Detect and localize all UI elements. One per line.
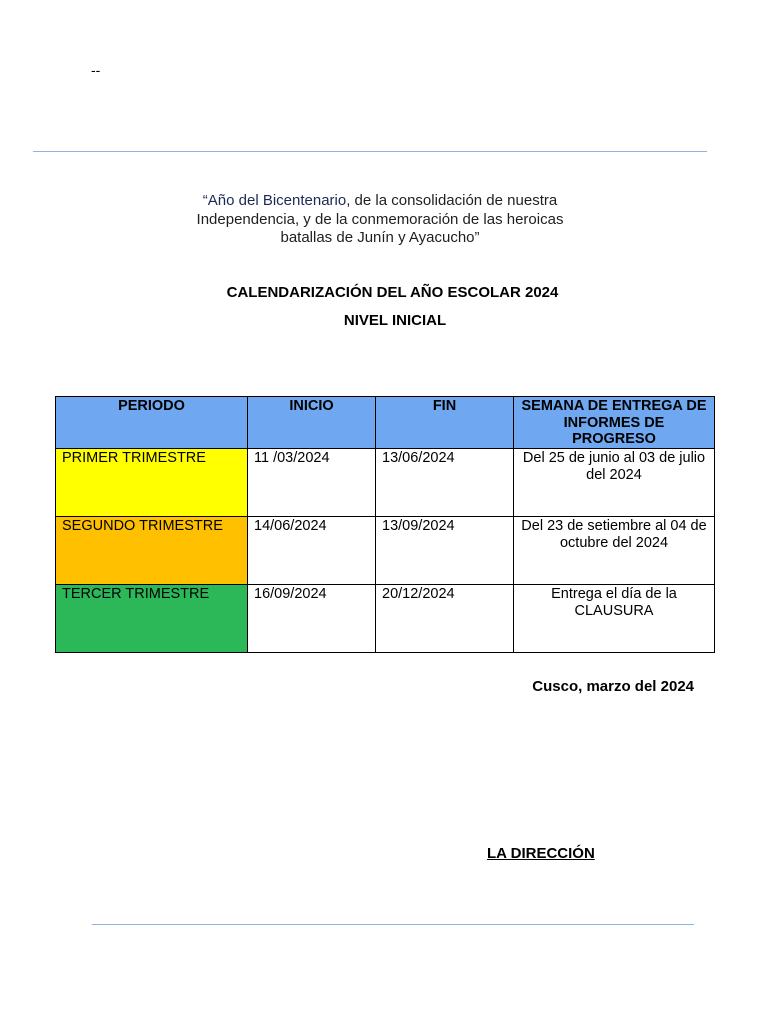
column-header-fin: FIN — [376, 397, 514, 449]
table-row — [56, 516, 715, 584]
bottom-divider — [92, 924, 694, 925]
report-week-cell: Del 23 de setiembre al 04 de octubre del 2024 — [514, 516, 715, 584]
start-date-cell: 14/06/2024 — [248, 516, 376, 584]
report-week-cell: Del 25 de junio al 03 de julio del 2024 — [514, 448, 715, 516]
place-and-date: Cusco, marzo del 2024 — [532, 678, 694, 695]
motto-line-1-rest: , de la consolidación de nuestra — [346, 192, 558, 209]
column-header-periodo: PERIODO — [56, 397, 248, 449]
start-date-cell: 11 /03/2024 — [248, 448, 376, 516]
motto-lead: “Año del Bicentenario — [202, 192, 347, 209]
table-row — [56, 584, 715, 652]
period-cell: SEGUNDO TRIMESTRE — [56, 516, 248, 584]
signature-direccion: LA DIRECCIÓN — [487, 845, 595, 862]
year-motto — [150, 192, 610, 248]
end-date-cell: 13/06/2024 — [376, 448, 514, 516]
top-divider — [33, 151, 707, 152]
period-cell: PRIMER TRIMESTRE — [56, 448, 248, 516]
report-week-cell: Entrega el día de la CLAUSURA — [514, 584, 715, 652]
column-header-entrega: SEMANA DE ENTREGA DE INFORMES DE PROGRESO — [514, 397, 715, 449]
start-date-cell: 16/09/2024 — [248, 584, 376, 652]
column-header-inicio: INICIO — [248, 397, 376, 449]
document-subtitle: NIVEL INICIAL — [343, 312, 447, 329]
end-date-cell: 13/09/2024 — [376, 516, 514, 584]
table-row — [56, 448, 715, 516]
motto-line-3: batallas de Junín y Ayacucho” — [280, 229, 480, 246]
period-cell: TERCER TRIMESTRE — [56, 584, 248, 652]
motto-line-1 — [150, 192, 610, 211]
table-header-row — [56, 397, 715, 449]
school-calendar-table — [55, 396, 715, 653]
document-title: CALENDARIZACIÓN DEL AÑO ESCOLAR 2024 — [226, 284, 559, 301]
motto-line-2: Independencia, y de la conmemoración de las heroicas — [196, 210, 564, 228]
header-mark: -- — [91, 62, 101, 78]
end-date-cell: 20/12/2024 — [376, 584, 514, 652]
